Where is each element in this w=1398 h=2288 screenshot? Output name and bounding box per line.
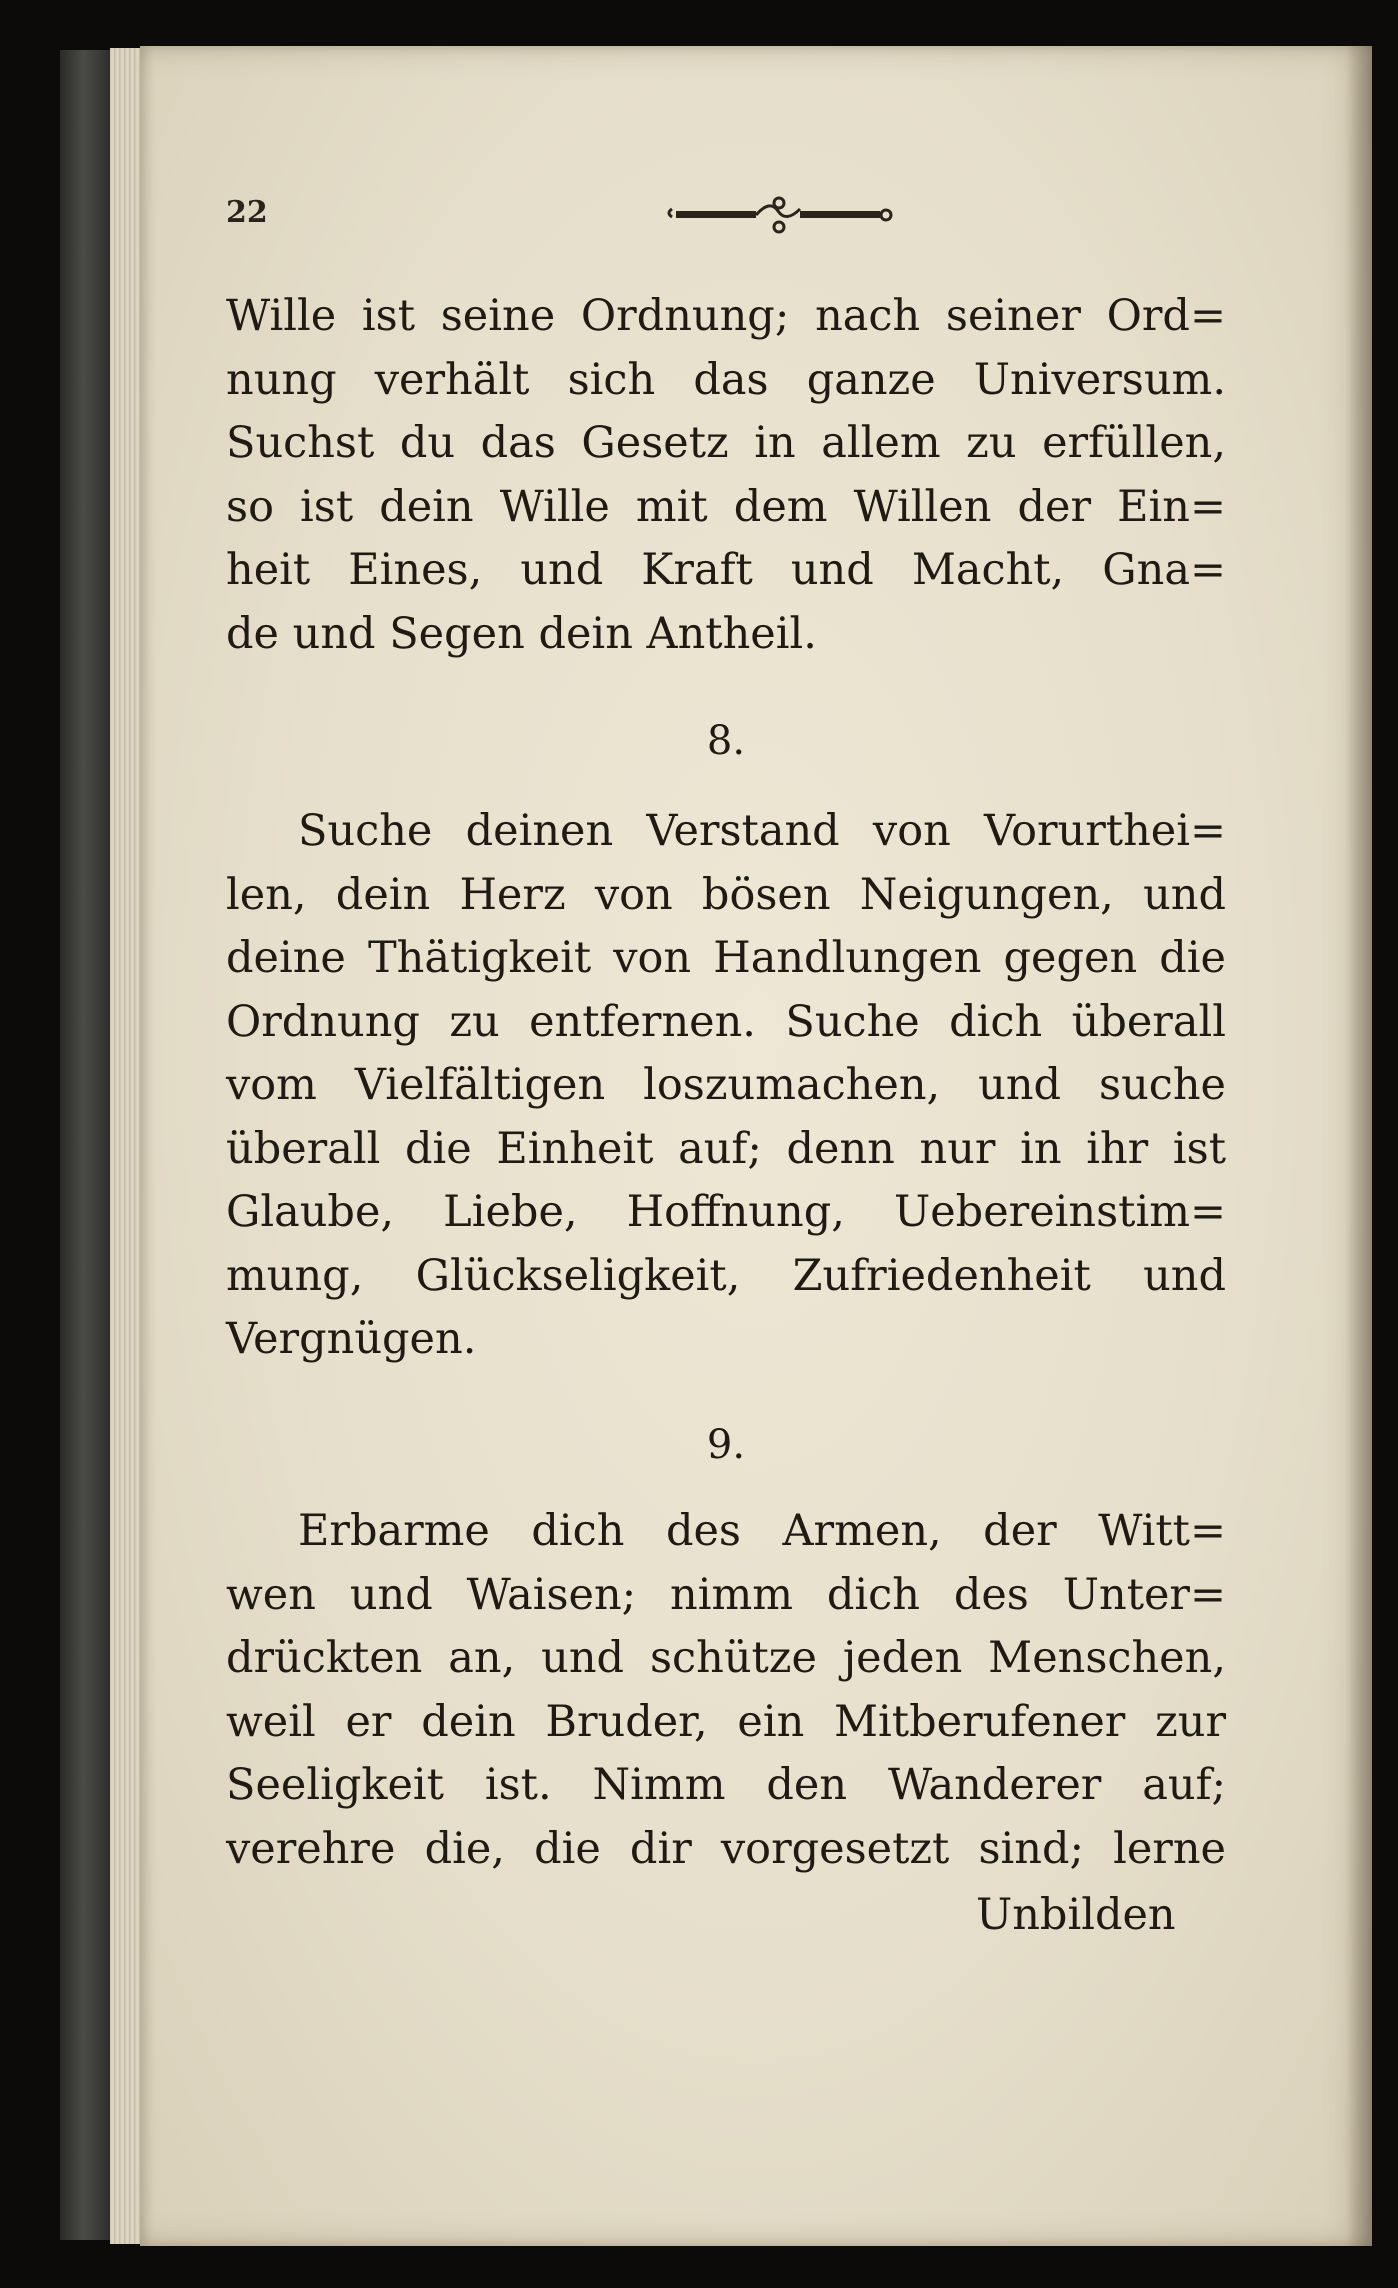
catchword: Unbilden [976, 1890, 1176, 1940]
text-line: Suche deinen Verstand von Vorurthei= [298, 806, 1226, 856]
text-line: Ordnung zu entfernen. Suche dich überall [226, 996, 1226, 1047]
page-header [226, 195, 1126, 255]
text-line: drückten an, und schütze jeden Menschen, [226, 1633, 1226, 1683]
section-number-8: 8. [706, 718, 746, 764]
page-number: 22 [226, 195, 268, 230]
text-line: nung verhält sich das ganze Universum. [226, 354, 1226, 405]
text-line: mung, Glückseligkeit, Zufriedenheit und [226, 1250, 1226, 1301]
text-line: deine Thätigkeit von Handlungen gegen die [226, 933, 1226, 983]
section-9-paragraph [226, 1500, 1226, 1881]
gutter-shadow [1346, 46, 1372, 2246]
text-line: Erbarme dich des Armen, der Witt= [298, 1506, 1226, 1556]
text-line: überall die Einheit auf; denn nur in ihr ist [226, 1123, 1226, 1174]
section-8-paragraph [226, 800, 1226, 1372]
text-line: Glaube, Liebe, Hoffnung, Uebereinstim= [226, 1187, 1226, 1237]
text-line: Suchst du das Gesetz in allem zu erfüllen, [226, 418, 1226, 468]
text-line: weil er dein Bruder, ein Mitberufener zur [226, 1696, 1226, 1747]
text-line: vom Vielfältigen loszumachen, und suche [226, 1060, 1226, 1110]
text-line: so ist dein Wille mit dem Willen der Ein= [226, 481, 1226, 532]
text-line: Vergnügen. [226, 1314, 477, 1364]
paragraph-intro [226, 285, 1226, 666]
text-line: de und Segen dein Antheil. [226, 608, 817, 659]
text-line: verehre die, die dir vorgesetzt sind; lerne [226, 1823, 1226, 1874]
text-line: wen und Waisen; nimm dich des Unter= [226, 1569, 1226, 1620]
decorative-rule-ornament-icon [664, 195, 894, 235]
text-line: Seeligkeit ist. Nimm den Wanderer auf; [226, 1760, 1226, 1810]
section-number-9: 9. [706, 1422, 746, 1468]
text-line: heit Eines, und Kraft und Macht, Gna= [226, 545, 1226, 595]
text-line: Wille ist seine Ordnung; nach seiner Ord= [226, 291, 1226, 341]
text-line: len, dein Herz von bösen Neigungen, und [226, 869, 1226, 920]
